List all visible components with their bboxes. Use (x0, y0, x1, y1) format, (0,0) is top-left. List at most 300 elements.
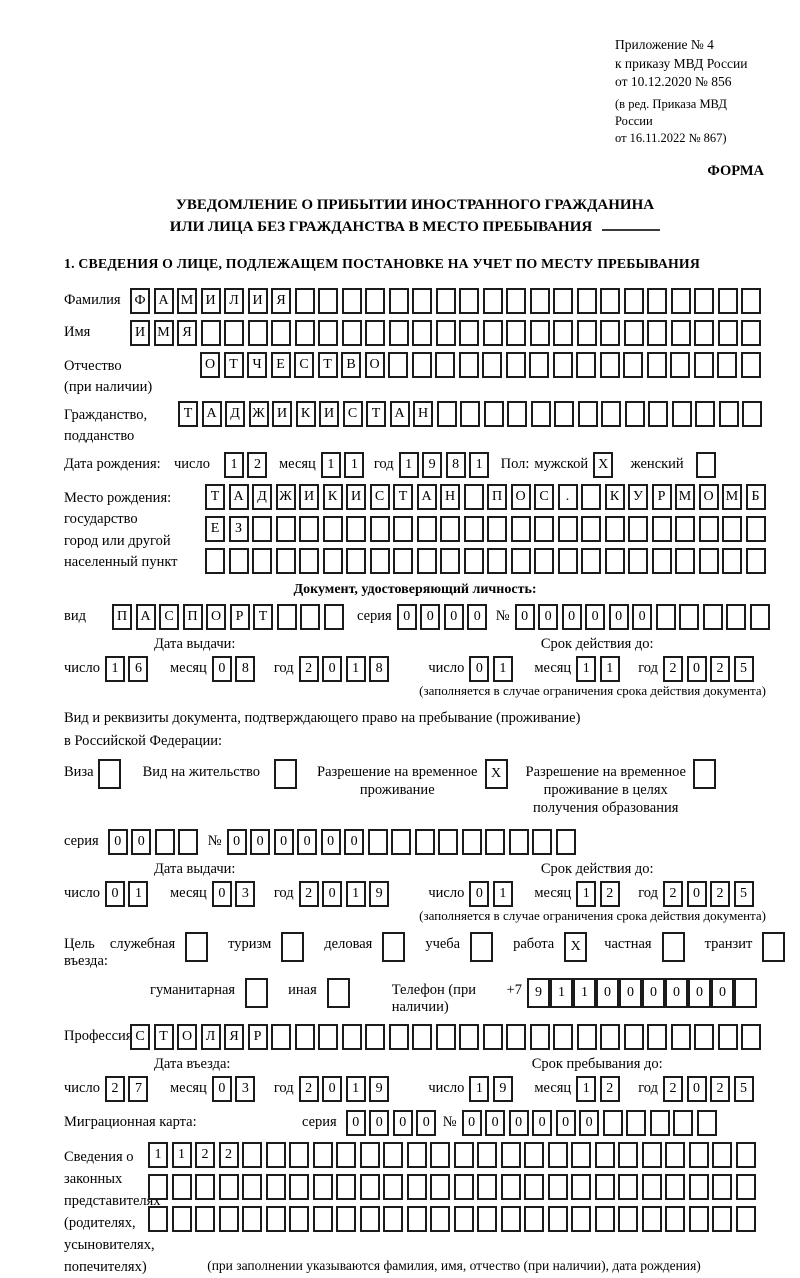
char-cell (699, 548, 719, 574)
char-cell: Е (271, 352, 291, 378)
char-cell: 1 (346, 656, 366, 682)
char-cell (318, 320, 338, 346)
char-cell: 2 (710, 1076, 730, 1102)
doc-series-label: серия (357, 607, 392, 624)
phone-prefix: +7 (506, 981, 522, 998)
char-cell: А (229, 484, 249, 510)
char-cell (389, 288, 409, 314)
char-cell: Я (224, 1024, 244, 1050)
citizenship-cells (178, 401, 766, 427)
char-cell (464, 484, 484, 510)
year-label: год (273, 1079, 294, 1096)
purpose-transit-label: транзит (704, 935, 753, 952)
purpose-study-checkbox (470, 932, 493, 962)
char-cell (462, 829, 482, 855)
char-cell: 0 (642, 978, 665, 1008)
birth-month-cells (321, 452, 368, 478)
char-cell (532, 829, 552, 855)
char-cell (327, 978, 350, 1008)
birth-place-sub2: город или другой (64, 532, 171, 549)
char-cell (277, 604, 297, 630)
char-cell: 5 (734, 881, 754, 907)
char-cell: 0 (416, 1110, 436, 1136)
char-cell (524, 1142, 544, 1168)
char-cell (511, 516, 531, 542)
char-cell (412, 320, 432, 346)
char-cell (323, 548, 343, 574)
char-cell: Б (746, 484, 766, 510)
char-cell (437, 401, 457, 427)
char-cell: 0 (515, 604, 535, 630)
purpose-label: Цель въезда: (64, 935, 108, 969)
year-label: год (373, 455, 394, 472)
char-cell: Т (154, 1024, 174, 1050)
char-cell (746, 516, 766, 542)
birth-place-row2 (205, 516, 769, 542)
patronymic-label-block (64, 352, 200, 399)
purpose-private-label: частная (604, 935, 652, 952)
char-cell: 0 (462, 1110, 482, 1136)
purpose-work-checkbox (564, 932, 587, 962)
char-cell: 2 (663, 1076, 683, 1102)
char-cell (670, 352, 690, 378)
char-cell (365, 1024, 385, 1050)
day-label: число (428, 1079, 465, 1096)
given-name-label: Имя (64, 323, 91, 340)
title-blank-underline (602, 218, 660, 231)
char-cell: 0 (467, 604, 487, 630)
option-visa-label: Виза (64, 763, 94, 780)
char-cell (506, 288, 526, 314)
option-residence-permit-checkbox (274, 759, 297, 789)
char-cell (324, 604, 344, 630)
char-cell (762, 932, 785, 962)
purpose-business (324, 932, 414, 962)
char-cell (295, 1024, 315, 1050)
char-cell (577, 320, 597, 346)
char-cell (665, 1206, 685, 1232)
char-cell: Т (366, 401, 386, 427)
residence-series-label: серия (64, 832, 99, 849)
char-cell (407, 1206, 427, 1232)
char-cell: 2 (299, 1076, 319, 1102)
char-cell (671, 320, 691, 346)
mc-number-label: № (442, 1113, 457, 1130)
stay-until-group (428, 1056, 766, 1102)
doc-valid-caption: Срок действия до: (540, 635, 654, 652)
purpose-other-checkbox (327, 978, 350, 1008)
char-cell: М (154, 320, 174, 346)
char-cell: У (628, 484, 648, 510)
residence-number-cells (227, 829, 580, 855)
char-cell: И (272, 401, 292, 427)
char-cell (509, 829, 529, 855)
char-cell (300, 604, 320, 630)
char-cell (736, 1142, 756, 1168)
char-cell (219, 1174, 239, 1200)
char-cell (679, 604, 699, 630)
char-cell (558, 516, 578, 542)
char-cell: 0 (393, 1110, 413, 1136)
char-cell: Т (318, 352, 338, 378)
mc-series-label: серия (302, 1113, 337, 1130)
char-cell: К (296, 401, 316, 427)
char-cell: 6 (128, 656, 148, 682)
char-cell (718, 1024, 738, 1050)
char-cell: 1 (346, 881, 366, 907)
char-cell: 1 (493, 656, 513, 682)
doc-valid-month (576, 656, 623, 682)
char-cell: 0 (397, 604, 417, 630)
char-cell (742, 401, 762, 427)
char-cell: 1 (344, 452, 364, 478)
char-cell (436, 288, 456, 314)
char-cell: Р (652, 484, 672, 510)
char-cell (360, 1206, 380, 1232)
char-cell (388, 352, 408, 378)
char-cell (571, 1174, 591, 1200)
char-cell: 2 (600, 881, 620, 907)
char-cell (248, 320, 268, 346)
char-cell: 0 (665, 978, 688, 1008)
stay-year (663, 1076, 757, 1102)
residence-issue-year (299, 881, 393, 907)
char-cell (624, 1024, 644, 1050)
char-cell: 3 (235, 881, 255, 907)
birth-place-row3 (205, 548, 769, 574)
char-cell (336, 1174, 356, 1200)
char-cell (266, 1206, 286, 1232)
patronymic-label: Отчество (64, 357, 122, 374)
residence-doc-intro (64, 707, 766, 753)
char-cell (276, 516, 296, 542)
char-cell: 8 (369, 656, 389, 682)
month-label: месяц (169, 884, 207, 901)
form-title (64, 194, 766, 239)
char-cell (148, 1174, 168, 1200)
char-cell (600, 352, 620, 378)
char-cell (595, 1174, 615, 1200)
char-cell: Н (440, 484, 460, 510)
char-cell: А (417, 484, 437, 510)
char-cell (454, 1206, 474, 1232)
char-cell (511, 548, 531, 574)
month-label: месяц (169, 659, 207, 676)
day-label: число (174, 455, 210, 472)
mc-series-cells (346, 1110, 440, 1136)
representatives-label-line: Сведения о (64, 1148, 134, 1165)
char-cell (323, 516, 343, 542)
char-cell (407, 1142, 427, 1168)
doc-valid-year (663, 656, 757, 682)
sex-label: Пол: (500, 455, 530, 472)
char-cell: 0 (346, 1110, 366, 1136)
char-cell: 1 (105, 656, 125, 682)
char-cell: Т (205, 484, 225, 510)
char-cell: 8 (235, 656, 255, 682)
char-cell (389, 1024, 409, 1050)
char-cell (336, 1142, 356, 1168)
char-cell (436, 320, 456, 346)
residence-valid-group (428, 861, 766, 907)
identity-doc-heading: Документ, удостоверяющий личность: (293, 581, 537, 597)
char-cell (459, 1024, 479, 1050)
char-cell (440, 548, 460, 574)
char-cell (295, 288, 315, 314)
char-cell (600, 320, 620, 346)
phone-cells (527, 978, 757, 1008)
purpose-official-checkbox (185, 932, 208, 962)
birth-date-label: Дата рождения: (64, 455, 161, 472)
char-cell (412, 1024, 432, 1050)
char-cell: 3 (235, 1076, 255, 1102)
entry-stay-dates (64, 1056, 766, 1102)
char-cell (346, 516, 366, 542)
residence-valid-year (663, 881, 757, 907)
residence-validity-note: (заполняется в случае ограничения срока действия документа) (419, 907, 766, 923)
char-cell (625, 401, 645, 427)
year-label: год (638, 884, 658, 901)
doc-kind-label: вид (64, 607, 86, 624)
char-cell: В (341, 352, 361, 378)
char-cell (618, 1174, 638, 1200)
char-cell (581, 548, 601, 574)
char-cell (693, 759, 716, 789)
char-cell (736, 1174, 756, 1200)
char-cell: 0 (250, 829, 270, 855)
char-cell (703, 604, 723, 630)
char-cell (605, 548, 625, 574)
birth-day-cells (224, 452, 271, 478)
char-cell: 0 (212, 1076, 232, 1102)
char-cell (648, 401, 668, 427)
residence-valid-month (576, 881, 623, 907)
char-cell (722, 548, 742, 574)
char-cell (665, 1174, 685, 1200)
char-cell (689, 1142, 709, 1168)
char-cell: О (511, 484, 531, 510)
char-cell: С (294, 352, 314, 378)
residence-number-label: № (207, 832, 222, 849)
representatives-label-line: представителях (64, 1192, 161, 1209)
char-cell (454, 1142, 474, 1168)
char-cell (719, 401, 739, 427)
char-cell: 9 (527, 978, 550, 1008)
char-cell (581, 516, 601, 542)
char-cell (178, 829, 198, 855)
char-cell (712, 1206, 732, 1232)
char-cell (712, 1174, 732, 1200)
purpose-humanitarian-checkbox (245, 978, 268, 1008)
char-cell (689, 1174, 709, 1200)
purpose-other (288, 978, 359, 1008)
char-cell: 1 (321, 452, 341, 478)
char-cell (477, 1142, 497, 1168)
char-cell: Д (252, 484, 272, 510)
purpose-tourism-label: туризм (228, 935, 272, 952)
char-cell: 0 (596, 978, 619, 1008)
char-cell (571, 1142, 591, 1168)
char-cell (342, 288, 362, 314)
char-cell (675, 516, 695, 542)
char-cell (524, 1206, 544, 1232)
char-cell: А (154, 288, 174, 314)
char-cell: 2 (663, 656, 683, 682)
representatives-label-line: попечителях) (64, 1258, 147, 1275)
char-cell (483, 288, 503, 314)
char-cell (548, 1206, 568, 1232)
month-label: месяц (534, 659, 572, 676)
char-cell: 0 (131, 829, 151, 855)
char-cell: 0 (687, 1076, 707, 1102)
representatives-label-block (64, 1142, 161, 1278)
char-cell: О (200, 352, 220, 378)
char-cell (318, 288, 338, 314)
representatives-label-line: усыновителях, (64, 1236, 155, 1253)
char-cell: 2 (710, 881, 730, 907)
char-cell: С (534, 484, 554, 510)
doc-series-cells (397, 604, 491, 630)
char-cell (342, 320, 362, 346)
residence-intro-line1: Вид и реквизиты документа, подтверждающего право на пребывание (проживание) (64, 709, 581, 726)
char-cell (242, 1174, 262, 1200)
day-label: число (428, 659, 465, 676)
char-cell (506, 320, 526, 346)
char-cell (524, 1174, 544, 1200)
char-cell: X (485, 759, 508, 789)
char-cell: 1 (550, 978, 573, 1008)
char-cell (534, 516, 554, 542)
char-cell (694, 288, 714, 314)
doc-issue-month (212, 656, 259, 682)
char-cell (694, 352, 714, 378)
char-cell (417, 516, 437, 542)
char-cell (623, 352, 643, 378)
char-cell (675, 548, 695, 574)
birth-place-sub1: государство (64, 511, 138, 527)
char-cell: С (159, 604, 179, 630)
char-cell: 0 (212, 881, 232, 907)
char-cell: 9 (369, 1076, 389, 1102)
char-cell (548, 1142, 568, 1168)
char-cell: 0 (444, 604, 464, 630)
char-cell (554, 401, 574, 427)
residence-issue-caption: Дата выдачи: (154, 860, 236, 877)
doc-issue-year (299, 656, 393, 682)
char-cell: Т (178, 401, 198, 427)
legal-header (615, 36, 766, 147)
char-cell (430, 1206, 450, 1232)
purpose-transit (705, 932, 795, 962)
char-cell: X (593, 452, 613, 478)
char-cell (652, 548, 672, 574)
char-cell (289, 1142, 309, 1168)
char-cell (313, 1206, 333, 1232)
char-cell (530, 320, 550, 346)
surname-cells (130, 288, 765, 314)
char-cell: Р (248, 1024, 268, 1050)
purpose-tourism (228, 932, 313, 962)
purpose-official-label: служебная (109, 935, 176, 952)
representatives-note: (при заполнении указываются фамилия, имя, отчество (при наличии), дата рождения) (207, 1257, 701, 1273)
header-subline: (в ред. Приказа МВД России (615, 96, 727, 128)
char-cell: Д (225, 401, 245, 427)
char-cell: М (177, 288, 197, 314)
residence-doc-dates (64, 861, 766, 907)
representatives-label-line: законных (64, 1170, 123, 1187)
char-cell (412, 288, 432, 314)
char-cell: 0 (322, 1076, 342, 1102)
char-cell (671, 288, 691, 314)
char-cell (618, 1206, 638, 1232)
char-cell (577, 1024, 597, 1050)
char-cell: 0 (619, 978, 642, 1008)
char-cell: 0 (687, 881, 707, 907)
year-label: год (273, 659, 294, 676)
char-cell (571, 1206, 591, 1232)
purpose-work (513, 932, 596, 962)
option-temp-residence-line2: проживание (359, 781, 435, 798)
char-cell (370, 516, 390, 542)
purpose-row1 (64, 932, 766, 970)
char-cell (577, 288, 597, 314)
char-cell (665, 1142, 685, 1168)
char-cell: 1 (399, 452, 419, 478)
citizenship-label-block (64, 401, 178, 448)
char-cell (482, 352, 502, 378)
header-subline: от 16.11.2022 № 867) (615, 130, 727, 145)
char-cell (483, 320, 503, 346)
profession-cells (130, 1024, 765, 1050)
purpose-transit-checkbox (762, 932, 785, 962)
sex-female-checkbox (696, 452, 720, 478)
migration-card-row (64, 1110, 766, 1136)
char-cell (391, 829, 411, 855)
char-cell (487, 548, 507, 574)
char-cell (534, 548, 554, 574)
char-cell: 0 (322, 656, 342, 682)
char-cell (741, 352, 761, 378)
char-cell: 5 (734, 1076, 754, 1102)
char-cell (726, 604, 746, 630)
char-cell: Т (393, 484, 413, 510)
char-cell (336, 1206, 356, 1232)
char-cell (440, 516, 460, 542)
option-temp-residence-edu-line3: получения образования (533, 799, 679, 816)
char-cell (205, 548, 225, 574)
char-cell: 1 (224, 452, 244, 478)
char-cell: 1 (493, 881, 513, 907)
char-cell (484, 401, 504, 427)
char-cell (245, 978, 268, 1008)
char-cell (368, 829, 388, 855)
doc-issue-day (105, 656, 152, 682)
char-cell (295, 320, 315, 346)
option-temp-residence-edu-checkbox (693, 759, 716, 789)
char-cell (656, 604, 676, 630)
char-cell (601, 401, 621, 427)
char-cell (383, 1174, 403, 1200)
purpose-private (604, 932, 693, 962)
entry-year (299, 1076, 393, 1102)
char-cell (412, 352, 432, 378)
char-cell: . (558, 484, 578, 510)
char-cell: 0 (297, 829, 317, 855)
sex-male-checkbox (593, 452, 617, 478)
char-cell (642, 1142, 662, 1168)
char-cell: 0 (687, 656, 707, 682)
purpose-other-label: иная (288, 981, 317, 998)
